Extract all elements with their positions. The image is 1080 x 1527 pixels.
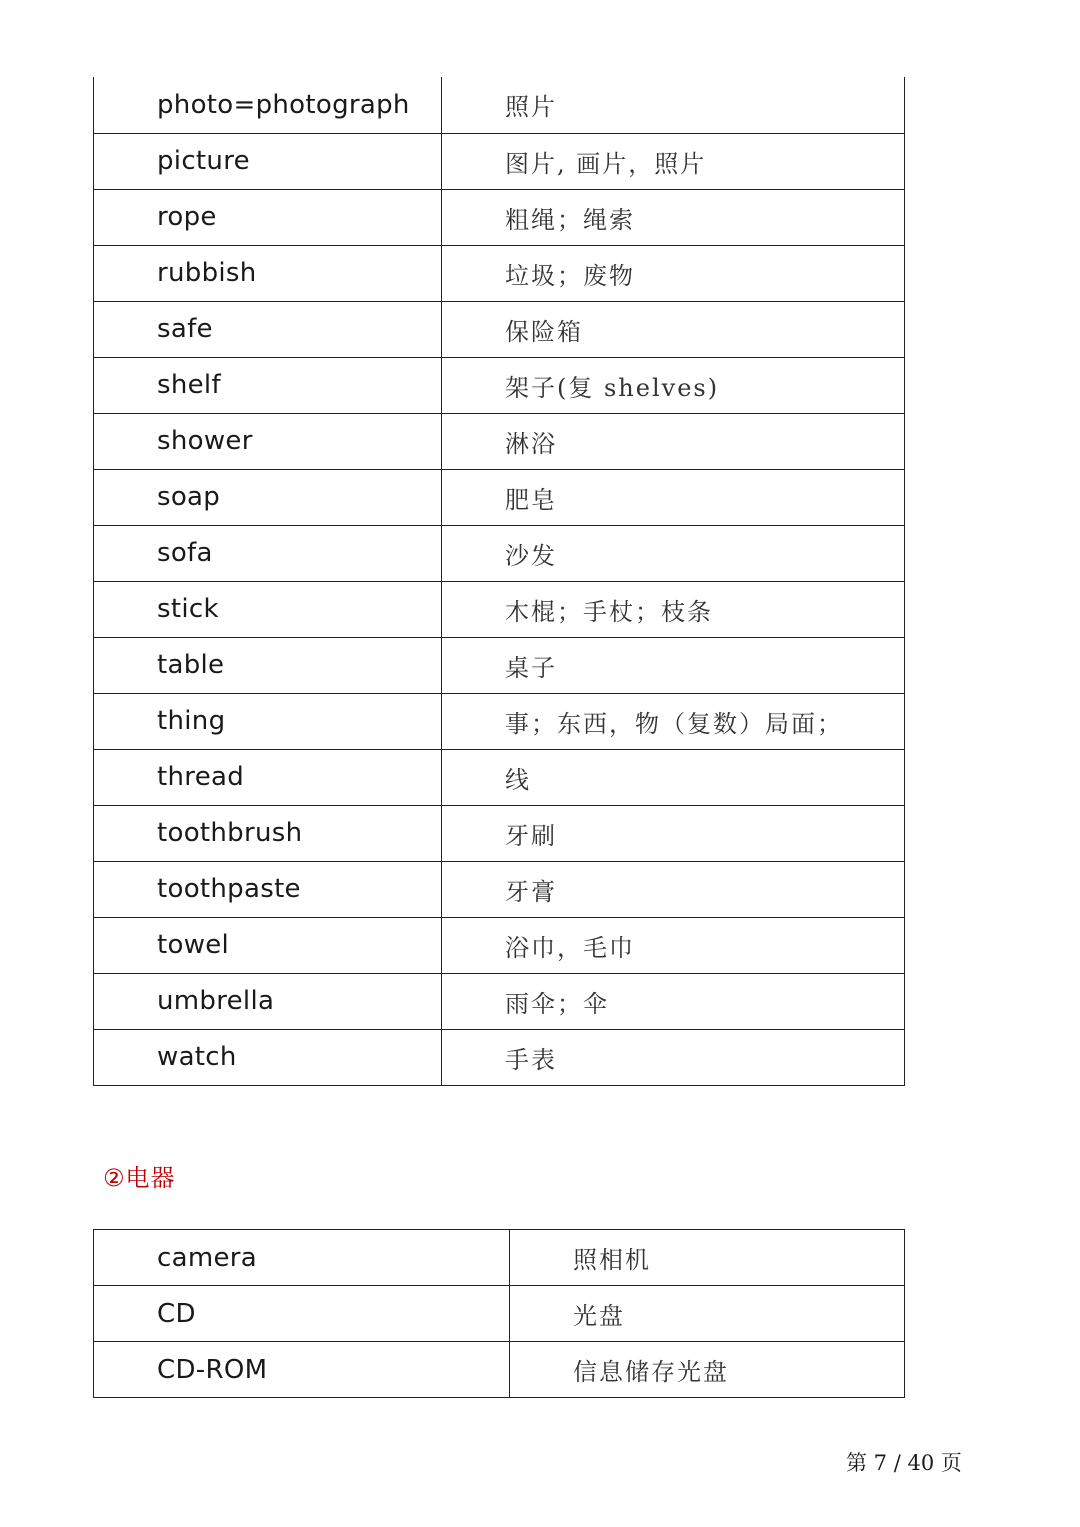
page-number: 第 7 / 40 页 xyxy=(846,1451,962,1475)
word-cell: toothbrush xyxy=(94,805,442,861)
word-cell: photo=photograph xyxy=(94,77,442,133)
word-cell: toothpaste xyxy=(94,861,442,917)
table-row xyxy=(94,1029,905,1085)
table-row xyxy=(94,525,905,581)
table-row xyxy=(94,413,905,469)
table-row xyxy=(94,357,905,413)
word-cell: CD xyxy=(94,1286,510,1342)
word-cell: safe xyxy=(94,301,442,357)
meaning-cell: 线 xyxy=(442,749,905,805)
meaning-cell: 光盘 xyxy=(510,1286,905,1342)
word-cell: camera xyxy=(94,1230,510,1286)
meaning-cell: 粗绳；绳索 xyxy=(442,189,905,245)
word-cell: towel xyxy=(94,917,442,973)
table-row xyxy=(94,1230,905,1286)
meaning-cell: 照片 xyxy=(442,77,905,133)
meaning-cell: 手表 xyxy=(442,1029,905,1085)
word-cell: shower xyxy=(94,413,442,469)
table-row xyxy=(94,77,905,133)
table-row xyxy=(94,1342,905,1398)
meaning-cell: 图片, 画片，照片 xyxy=(442,133,905,189)
meaning-cell: 垃圾；废物 xyxy=(442,245,905,301)
table-row xyxy=(94,749,905,805)
word-cell: rope xyxy=(94,189,442,245)
table-row xyxy=(94,133,905,189)
table-row xyxy=(94,469,905,525)
meaning-cell: 木棍；手杖；枝条 xyxy=(442,581,905,637)
table-row xyxy=(94,973,905,1029)
meaning-cell: 架子(复 shelves) xyxy=(442,357,905,413)
word-cell: table xyxy=(94,637,442,693)
word-cell: soap xyxy=(94,469,442,525)
word-cell: thread xyxy=(94,749,442,805)
table-row xyxy=(94,301,905,357)
meaning-cell: 沙发 xyxy=(442,525,905,581)
table-row xyxy=(94,917,905,973)
meaning-cell: 淋浴 xyxy=(442,413,905,469)
table-row xyxy=(94,637,905,693)
table-row xyxy=(94,245,905,301)
word-cell: sofa xyxy=(94,525,442,581)
meaning-cell: 牙膏 xyxy=(442,861,905,917)
word-cell: CD-ROM xyxy=(94,1342,510,1398)
section-heading-appliances: ②电器 xyxy=(103,1164,176,1192)
table-row xyxy=(94,693,905,749)
table-row xyxy=(94,805,905,861)
word-cell: umbrella xyxy=(94,973,442,1029)
table-row xyxy=(94,581,905,637)
meaning-cell: 保险箱 xyxy=(442,301,905,357)
meaning-cell: 牙刷 xyxy=(442,805,905,861)
word-cell: picture xyxy=(94,133,442,189)
word-cell: thing xyxy=(94,693,442,749)
vocab-table-household xyxy=(93,77,905,1086)
meaning-cell: 雨伞；伞 xyxy=(442,973,905,1029)
meaning-cell: 桌子 xyxy=(442,637,905,693)
word-cell: stick xyxy=(94,581,442,637)
table-row xyxy=(94,861,905,917)
table-row xyxy=(94,189,905,245)
word-cell: watch xyxy=(94,1029,442,1085)
meaning-cell: 信息储存光盘 xyxy=(510,1342,905,1398)
meaning-cell: 事；东西，物（复数）局面； xyxy=(442,693,905,749)
vocab-table-appliances xyxy=(93,1229,905,1398)
meaning-cell: 照相机 xyxy=(510,1230,905,1286)
table-row xyxy=(94,1286,905,1342)
word-cell: shelf xyxy=(94,357,442,413)
meaning-cell: 肥皂 xyxy=(442,469,905,525)
word-cell: rubbish xyxy=(94,245,442,301)
meaning-cell: 浴巾，毛巾 xyxy=(442,917,905,973)
